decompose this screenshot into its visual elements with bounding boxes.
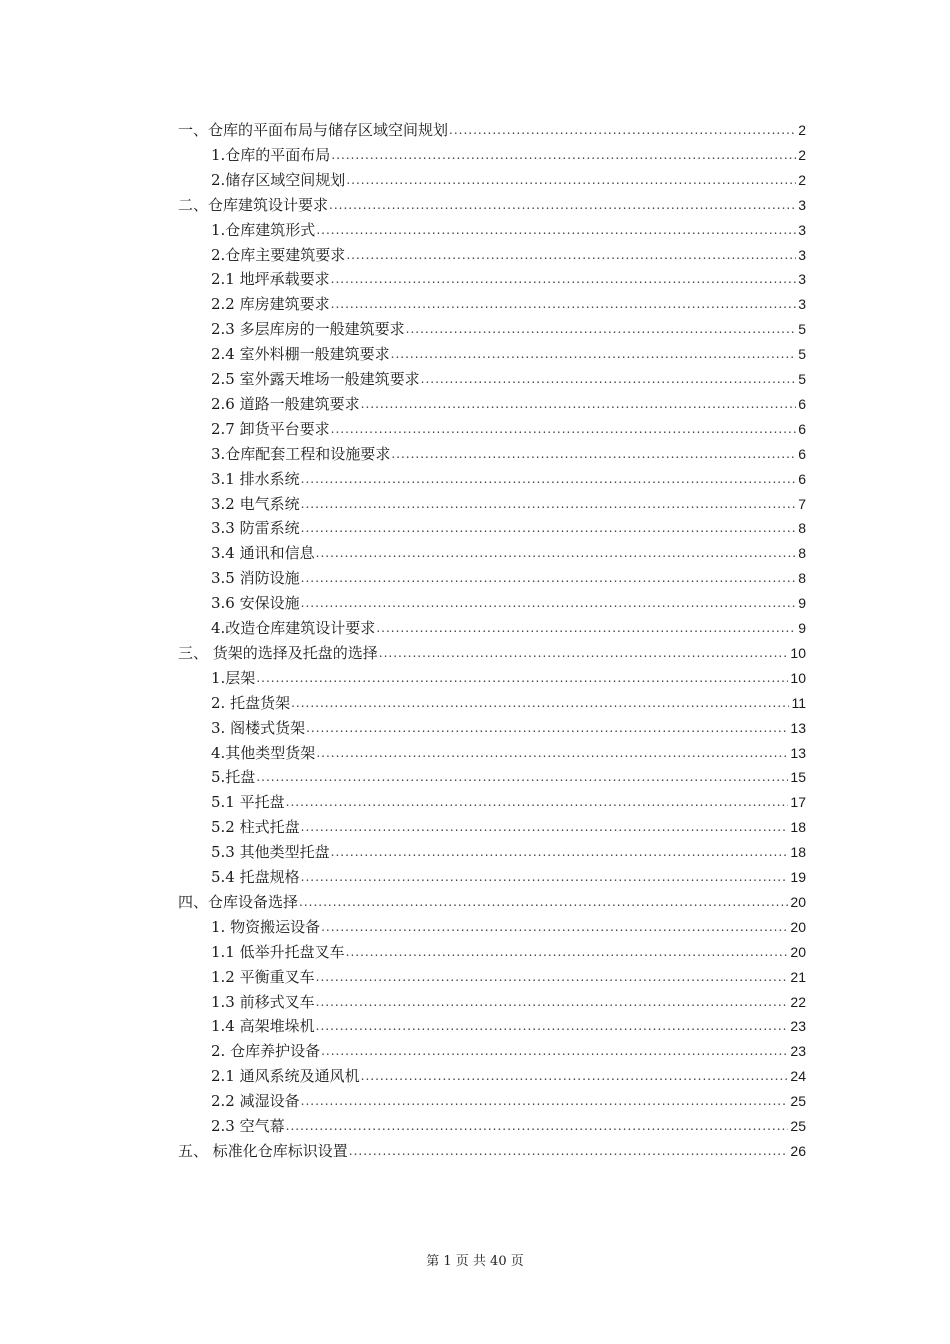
toc-dot-leader bbox=[449, 123, 796, 137]
toc-entry[interactable] bbox=[211, 538, 806, 562]
toc-entry[interactable] bbox=[178, 638, 806, 662]
toc-entry-page-number: 6 bbox=[798, 420, 806, 437]
toc-entry[interactable] bbox=[211, 762, 806, 786]
toc-dot-leader bbox=[301, 596, 797, 610]
toc-entry[interactable] bbox=[211, 787, 806, 811]
toc-entry-label: 3. 阁楼式货架 bbox=[211, 718, 306, 737]
toc-dot-leader bbox=[256, 770, 788, 784]
toc-entry-page-number: 5 bbox=[798, 371, 806, 387]
toc-entry-label: 2.储存区域空间规划 bbox=[211, 170, 346, 189]
toc-dot-leader bbox=[301, 820, 789, 834]
toc-entry[interactable] bbox=[178, 115, 806, 139]
toc-entry-label: 3.6 安保设施 bbox=[211, 594, 300, 613]
toc-entry-page-number: 2 bbox=[798, 146, 806, 163]
toc-entry-label: 2.3 多层库房的一般建筑要求 bbox=[211, 320, 405, 339]
toc-entry-label: 1.层架 bbox=[211, 668, 256, 687]
toc-dot-leader bbox=[316, 1019, 789, 1033]
toc-entry[interactable] bbox=[211, 713, 806, 737]
toc-entry-page-number: 20 bbox=[790, 943, 806, 960]
toc-entry[interactable] bbox=[211, 563, 806, 587]
toc-entry[interactable] bbox=[211, 489, 806, 513]
toc-entry-page-number: 8 bbox=[798, 520, 806, 537]
toc-entry[interactable] bbox=[211, 289, 806, 313]
toc-entry-page-number: 13 bbox=[790, 744, 806, 761]
toc-dot-leader bbox=[286, 1119, 789, 1133]
toc-dot-leader bbox=[331, 845, 789, 859]
toc-entry-page-number: 8 bbox=[798, 570, 806, 587]
toc-entry-label: 2.2 库房建筑要求 bbox=[211, 295, 330, 314]
toc-entry-page-number: 25 bbox=[790, 1118, 806, 1134]
toc-dot-leader bbox=[361, 397, 797, 411]
toc-entry-page-number: 19 bbox=[790, 869, 806, 885]
toc-dot-leader bbox=[301, 571, 797, 585]
toc-entry-label: 1.2 平衡重叉车 bbox=[211, 967, 315, 986]
toc-entry-label: 5.2 柱式托盘 bbox=[211, 818, 300, 837]
toc-dot-leader bbox=[346, 945, 789, 959]
toc-entry-page-number: 5 bbox=[798, 321, 806, 338]
toc-entry[interactable] bbox=[211, 414, 806, 438]
toc-dot-leader bbox=[379, 646, 789, 660]
toc-dot-leader bbox=[331, 297, 797, 311]
toc-dot-leader bbox=[321, 920, 788, 934]
toc-entry[interactable] bbox=[211, 464, 806, 488]
toc-dot-leader bbox=[331, 272, 797, 286]
toc-entry-label: 3.2 电气系统 bbox=[211, 494, 300, 513]
toc-dot-leader bbox=[291, 696, 789, 710]
toc-entry-page-number: 13 bbox=[790, 719, 806, 736]
toc-entry-label: 2. 仓库养护设备 bbox=[211, 1042, 321, 1061]
toc-dot-leader bbox=[306, 721, 788, 735]
toc-entry[interactable] bbox=[211, 165, 806, 189]
page-footer: 第 1 页 共 40 页 bbox=[426, 1254, 524, 1269]
toc-entry-label: 2.仓库主要建筑要求 bbox=[211, 245, 346, 264]
toc-entry-label: 3.4 通讯和信息 bbox=[211, 544, 315, 563]
toc-entry-label: 5.托盘 bbox=[211, 768, 256, 787]
toc-entry-page-number: 2 bbox=[798, 122, 806, 138]
toc-dot-leader bbox=[349, 1144, 789, 1158]
toc-dot-leader bbox=[361, 1069, 789, 1083]
toc-entry-page-number: 6 bbox=[798, 470, 806, 487]
toc-dot-leader bbox=[376, 621, 796, 635]
toc-entry-label: 2.4 室外料棚一般建筑要求 bbox=[211, 345, 390, 364]
toc-entry-page-number: 20 bbox=[790, 918, 806, 935]
toc-entry-page-number: 25 bbox=[790, 1093, 806, 1110]
toc-entry[interactable] bbox=[211, 837, 806, 861]
toc-dot-leader bbox=[316, 546, 797, 560]
toc-entry[interactable] bbox=[211, 1036, 806, 1060]
toc-entry-label: 三、 货架的选择及托盘的选择 bbox=[178, 643, 378, 662]
toc-entry-label: 1.仓库的平面布局 bbox=[211, 145, 331, 164]
toc-entry[interactable] bbox=[211, 240, 806, 264]
toc-entry-label: 五、 标准化仓库标识设置 bbox=[178, 1141, 348, 1160]
toc-entry-page-number: 5 bbox=[798, 346, 806, 363]
toc-entry-page-number: 9 bbox=[798, 595, 806, 612]
toc-entry[interactable] bbox=[211, 215, 806, 239]
toc-entry[interactable] bbox=[211, 738, 806, 762]
toc-entry-page-number: 17 bbox=[790, 794, 806, 811]
toc-dot-leader bbox=[331, 422, 797, 436]
toc-entry[interactable] bbox=[211, 1111, 806, 1135]
toc-dot-leader bbox=[346, 248, 796, 262]
toc-entry[interactable] bbox=[211, 688, 806, 712]
toc-entry-page-number: 23 bbox=[790, 1043, 806, 1060]
toc-entry-page-number: 10 bbox=[790, 644, 806, 661]
toc-dot-leader bbox=[391, 447, 796, 461]
toc-entry-page-number: 3 bbox=[798, 221, 806, 238]
toc-dot-leader bbox=[316, 995, 789, 1009]
toc-entry[interactable] bbox=[211, 314, 806, 338]
toc-dot-leader bbox=[391, 347, 797, 361]
toc-dot-leader bbox=[301, 497, 797, 511]
toc-entry-label: 2.1 地坪承载要求 bbox=[211, 270, 330, 289]
toc-entry[interactable] bbox=[211, 140, 806, 164]
toc-dot-leader bbox=[256, 671, 788, 685]
toc-dot-leader bbox=[299, 895, 788, 909]
toc-entry-label: 2.2 减湿设备 bbox=[211, 1092, 300, 1111]
toc-entry[interactable] bbox=[211, 364, 806, 388]
toc-dot-leader bbox=[346, 173, 796, 187]
toc-entry-label: 2.7 卸货平台要求 bbox=[211, 419, 330, 438]
toc-dot-leader bbox=[316, 223, 796, 237]
toc-entry[interactable] bbox=[211, 912, 806, 936]
toc-dot-leader bbox=[331, 148, 796, 162]
toc-dot-leader bbox=[406, 322, 797, 336]
toc-dot-leader bbox=[301, 521, 797, 535]
toc-entry[interactable] bbox=[211, 1086, 806, 1110]
toc-entry[interactable] bbox=[211, 613, 806, 637]
toc-entry-page-number: 7 bbox=[798, 495, 806, 512]
toc-entry-page-number: 6 bbox=[798, 395, 806, 412]
toc-entry-label: 1. 物资搬运设备 bbox=[211, 917, 321, 936]
toc-entry[interactable] bbox=[211, 812, 806, 836]
toc-entry[interactable] bbox=[178, 887, 806, 911]
toc-dot-leader bbox=[316, 970, 789, 984]
toc-entry-label: 2. 托盘货架 bbox=[211, 693, 291, 712]
toc-entry-label: 3.仓库配套工程和设施要求 bbox=[211, 444, 391, 463]
toc-entry-page-number: 9 bbox=[798, 620, 806, 636]
toc-dot-leader bbox=[286, 795, 789, 809]
toc-entry-label: 1.4 高架堆垛机 bbox=[211, 1017, 315, 1036]
toc-entry-label: 1.3 前移式叉车 bbox=[211, 992, 315, 1011]
toc-entry-page-number: 10 bbox=[790, 669, 806, 686]
toc-entry-label: 3.1 排水系统 bbox=[211, 469, 300, 488]
toc-entry-page-number: 22 bbox=[790, 993, 806, 1010]
toc-entry-label: 3.3 防雷系统 bbox=[211, 519, 300, 538]
toc-entry-label: 4.改造仓库建筑设计要求 bbox=[211, 619, 376, 637]
toc-entry[interactable] bbox=[211, 264, 806, 288]
toc-entry[interactable] bbox=[211, 588, 806, 612]
toc-entry-page-number: 24 bbox=[790, 1068, 806, 1085]
toc-entry[interactable] bbox=[211, 439, 806, 463]
toc-entry-page-number: 18 bbox=[790, 844, 806, 861]
toc-entry[interactable] bbox=[211, 1011, 806, 1035]
toc-dot-leader bbox=[301, 1094, 789, 1108]
toc-entry-label: 四、仓库设备选择 bbox=[178, 892, 299, 911]
toc-entry-label: 二、仓库建筑设计要求 bbox=[178, 195, 329, 214]
toc-entry[interactable] bbox=[178, 190, 806, 214]
toc-entry-page-number: 3 bbox=[798, 296, 806, 313]
toc-entry-page-number: 3 bbox=[798, 196, 806, 213]
toc-dot-leader bbox=[329, 198, 796, 212]
toc-entry-label: 5.4 托盘规格 bbox=[211, 868, 300, 886]
toc-entry-page-number: 6 bbox=[798, 445, 806, 462]
toc-entry-page-number: 11 bbox=[791, 694, 806, 711]
toc-entry-label: 1.仓库建筑形式 bbox=[211, 220, 316, 239]
toc-entry-label: 5.3 其他类型托盘 bbox=[211, 843, 330, 862]
toc-entry-label: 2.6 道路一般建筑要求 bbox=[211, 394, 360, 413]
toc-entry-page-number: 23 bbox=[790, 1018, 806, 1035]
toc-entry-label: 一、仓库的平面布局与储存区域空间规划 bbox=[178, 121, 449, 139]
toc-dot-leader bbox=[316, 746, 788, 760]
toc-entry[interactable] bbox=[211, 987, 806, 1011]
toc-dot-leader bbox=[421, 372, 797, 386]
toc-entry[interactable] bbox=[178, 1136, 806, 1160]
toc-entry[interactable] bbox=[211, 937, 806, 961]
toc-entry-page-number: 26 bbox=[790, 1142, 806, 1159]
toc-entry-page-number: 8 bbox=[798, 545, 806, 562]
toc-entry-page-number: 20 bbox=[790, 893, 806, 910]
toc-dot-leader bbox=[301, 472, 797, 486]
toc-entry-page-number: 18 bbox=[790, 819, 806, 836]
toc-entry-page-number: 3 bbox=[798, 246, 806, 263]
toc-entry-page-number: 21 bbox=[790, 968, 806, 985]
toc-entry[interactable] bbox=[211, 513, 806, 537]
toc-entry[interactable] bbox=[211, 862, 806, 886]
toc-entry-label: 2.3 空气幕 bbox=[211, 1117, 285, 1135]
toc-entry-label: 2.5 室外露天堆场一般建筑要求 bbox=[211, 370, 420, 388]
toc-dot-leader bbox=[301, 870, 789, 884]
toc-entry-label: 5.1 平托盘 bbox=[211, 793, 285, 812]
toc-entry[interactable] bbox=[211, 339, 806, 363]
toc-entry[interactable] bbox=[211, 1061, 806, 1085]
toc-entry-page-number: 15 bbox=[790, 769, 806, 786]
toc-entry-label: 1.1 低举升托盘叉车 bbox=[211, 942, 345, 961]
toc-entry-page-number: 3 bbox=[798, 271, 806, 288]
toc-entry-label: 4.其他类型货架 bbox=[211, 743, 316, 762]
toc-entry-page-number: 2 bbox=[798, 171, 806, 188]
toc-entry-label: 2.1 通风系统及通风机 bbox=[211, 1067, 360, 1086]
toc-entry[interactable] bbox=[211, 663, 806, 687]
toc-dot-leader bbox=[321, 1044, 788, 1058]
toc-entry-label: 3.5 消防设施 bbox=[211, 569, 300, 588]
toc-entry[interactable] bbox=[211, 962, 806, 986]
toc-entry[interactable] bbox=[211, 389, 806, 413]
